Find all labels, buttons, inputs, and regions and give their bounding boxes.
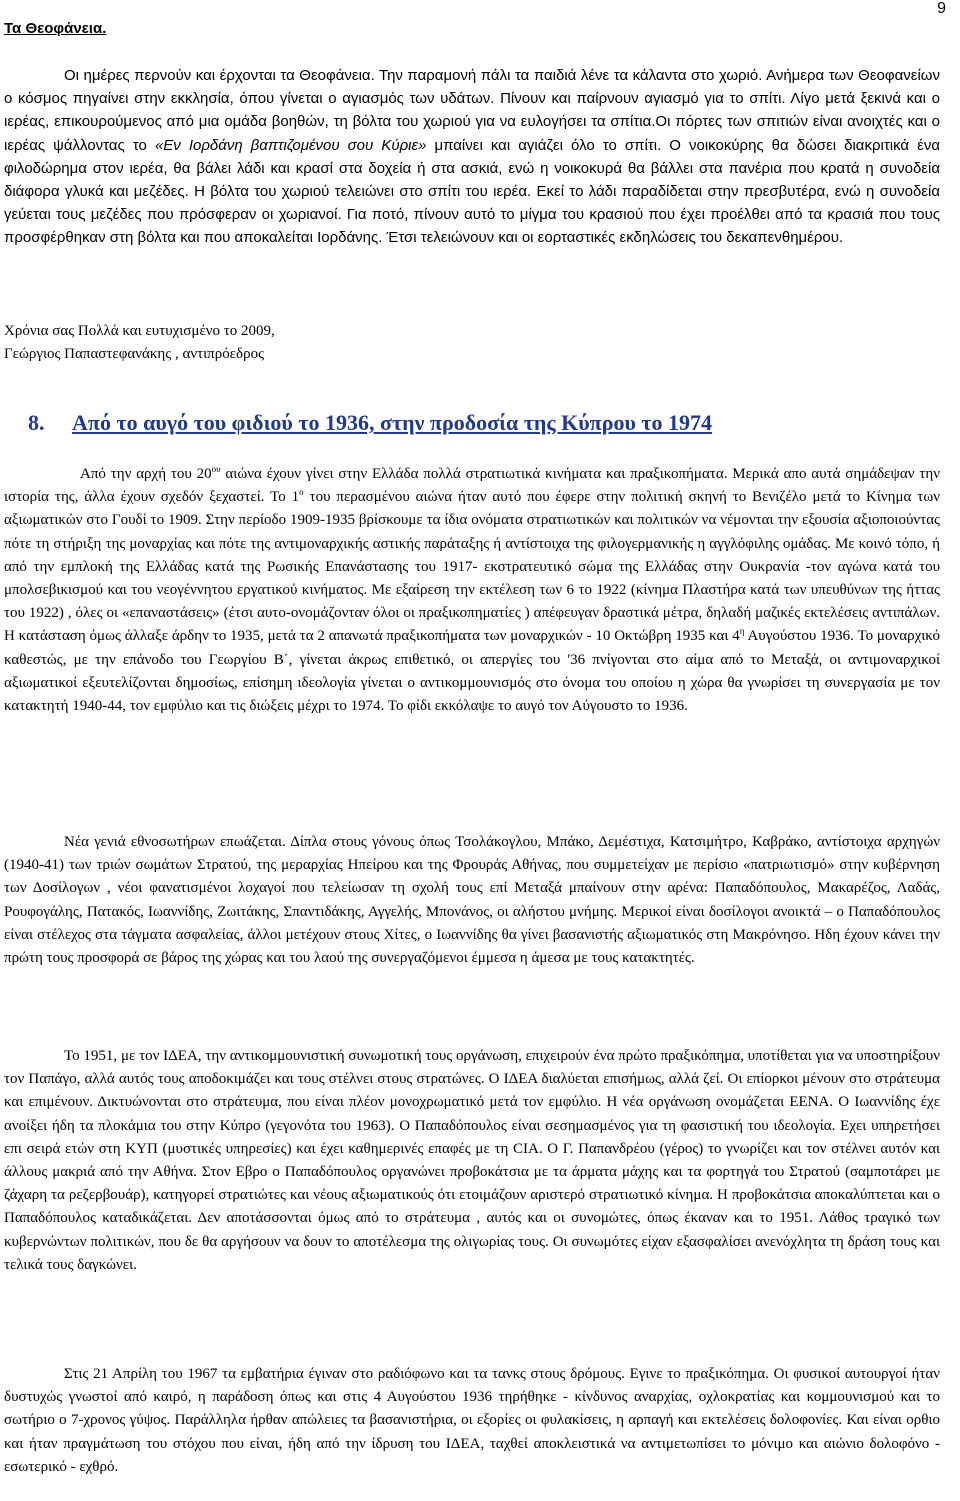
theophany-text-b: μπαίνει και αγιάζει όλο το σπίτι. Ο νοικοκύρης θα δώσει διακριτικά ένα φιλοδώρημα στον ιερέα, θα βάλει λάδι και κρασί στα δοχεία ή στα ασκιά, ενώ η νοικοκυρά θα βάλλει στα πανέρια που κρατά η συνοδεία διάφορα γλυκά και μεζέδες. Η βόλτα του χωριού τελειώνει στο σπίτι του ιερέα. Εκεί το λάδι παραδίδεται στην πρεσβυτέρα, ενώ η συνοδεία γεύεται τους μεζέδες που πρόσφεραν οι χωριανοί. Για ποτό, πίνουν αυτό το μίγμα του κρασιού που έχει προέλθει από τα κρασιά που τους προσφέρθηκαν στη βόλτα και που αποκαλείται Ιορδάνης. Έτσι τελειώνουν και οι εορταστικές εκδηλώσεις του δεκαπενθημέρου. bbox=[4, 136, 940, 247]
signature: Γεώργιος Παπαστεφανάκης , αντιπρόεδρος bbox=[4, 346, 265, 362]
theophany-quote: «Εν Ιορδάνη βαπτιζομένου σου Κύριε» bbox=[154, 136, 427, 154]
chapter-title bbox=[28, 410, 938, 436]
chapter-number: 8. bbox=[28, 410, 45, 435]
page-number: 9 bbox=[937, 0, 946, 17]
history-text-a: Από την αρχή του 20 bbox=[80, 466, 212, 482]
section-heading: Τα Θεοφάνεια. bbox=[4, 20, 107, 37]
paragraph-1967: Στις 21 Απρίλη του 1967 τα εμβατήρια έγιναν στο ραδιόφωνο και τα τανκς στους δρόμους. Εγινε το πραξικόπημα. Οι φυσικοί αυτουργοί ήταν δυστυχώς γνωστοί από καιρό, η παράδοση όπως και στις 4 Αυγούστου 1936 τηρήθηκε - κίνδυνος αναρχίας, οχλοκρατίας και κομμουνισμού και το σωτήριο ο 7-χρονος γύψος. Παράλληλα ήρθαν απώλειες τα βασανιστήρια, οι εξορίες οι φυλακίσεις, η αρπαγή και εκτελέσεις δολοφονίες. Και είναι ορθιο και ήταν πραγμάτωση του στόχου που είναι, ήδη από την ίδρυση του ΙΔΕΑ, ταχθεί αποκλειστικά να αντιμετωπίσει το μόνιμο και αιώνιο δολοφόνο - εσωτερικό - εχθρό. bbox=[4, 1366, 940, 1475]
history-sup-2: ο bbox=[299, 487, 304, 498]
history-sup-1: ου bbox=[211, 464, 221, 474]
theophany-text-a: Οι ημέρες περνούν και έρχονται τα Θεοφάνεια. Την παραμονή πάλι τα παιδιά λένε τα κάλαντα στο χωριό. Ανήμερα των Θεοφανείων ο κόσμος πηγαίνει στην εκκλησία, όπου γίνεται ο αγιασμός των υδάτων. Πίνουν και παίρνουν αγιασμό για το σπίτι. Λίγο μετά ξεκινά και ο ιερέας, επικουρούμενος από μια ομάδα βοηθών, τη βόλτα του χωριού για να ευλογήσει τα σπίτια.Οι πόρτες των σπιτιών είναι ανοιχτές και ο ιερέας ψάλλοντας το bbox=[4, 67, 940, 154]
paragraph-history bbox=[4, 463, 940, 718]
history-text-b: αιώνα έχουν γίνει στην Ελλάδα πολλά στρατιωτικά κινήματα και πραξικοπήματα. Μερικά απο αυτά σημάδεψαν την ιστορία της, άλλα έχουν σχεδόν ξεχαστεί. Το 1 bbox=[4, 466, 940, 506]
history-text-d: Αυγούστου 1936. Το μοναρχικό καθεστώς, με την επάνοδο του Γεωργίου Β΄, γίνεται άκρως επιθετικό, οι απεργίες του '36 πνίγονται στο αίμα από το Μεταξά, οι αντιμοναρχικοί αξιωματικοί εξευτελίζονται δημοσίως, επίσημη ιδεολογία γίνεται ο αντικομμουνισμός στο όνομα του οποίου η χώρα θα γνωρίσει τη συνεργασία με τον κατακτητή 1940-44, τον εμφύλιο και τις διώξεις μέχρι το 1974. Το φίδι εκκόλαψε το αυγό τον Αύγουστο το 1936. bbox=[4, 628, 941, 715]
history-sup-3: η bbox=[739, 626, 745, 637]
history-text-c: του περασμένου αιώνα ήταν αυτό που έφερε στην πολιτική σκηνή το Βενιζέλο μετά το Κίνημα των αξιωματικών στο Γουδί το 1909. Στην περίοδο 1909-1935 βρίσκουμε τα ίδια ονόματα στρατιωτικών και πολιτικών να νέμονται την εξουσία αξιοποιούντας πότε τη στήριξη της μοναρχίας και πότε της αντιμοναρχικής αστικής παράταξης ή αντίστοιχα της φιλογερμανικής η αγγλόφιλης ομάδας. Με κοινό τόπο, ή από την εμπλοκή της Ελλάδας κατά της Ρωσικής Επανάστασης του 1917- εκστρατευτικό σώμα της Ελλάδας στην Ουκρανία -τον αγώνα κατά του μπολσεβικισμού και του νεογέννητου εργατικού κινήματος. Με εξαίρεση την εκτέλεση των 6 το 1922 (κίνημα Πλαστήρα κατά των υπευθύνων της ήττας του 1922) , όλες οι «επαναστάσεις» (έτσι αυτο-ονομάζονταν όλοι οι πραξικοπηματίες ) απέφευγαν δραστικά μέτρα, δηλαδή μαζικές εκτελέσεις αντιπάλων. Η κατάσταση όμως άλλαξε άρδην το 1935, μετά τα 2 απανωτά πραξικοπήματα των μοναρχικών - 10 Οκτώβρη 1935 και 4 bbox=[4, 489, 940, 645]
paragraph-1951: Το 1951, με τον ΙΔΕΑ, την αντικομμουνιστική συνωμοτική τους οργάνωση, επιχειρούν ένα πρώτο πραξικόπημα, υποτίθεται για να υποστηρίξουν τον Παπάγο, αλλά αυτός τους αποδοκιμάζει και τους στέλνει στους στρατώνες. Ο ΙΔΕΑ διαλύεται επισήμως, αλλά ζεί. Οι επίορκοι μένουν στο στράτευμα και επιμένουν. Δικτυώνονται στο στράτευμα, που είναι πλέον μονοχρωματικό μετά τον εμφύλιο. Η νέα οργάνωση ονομάζεται ΕΕΝΑ. Ο Ιωαννίδης έχε ανοίξει ήδη τα πλοκάμια του στην Κύπρο (γεγονότα του 1963). Ο Παπαδόπουλος είναι σεσημασμένος για τη φασιστική του ιδεολογία. Εχει υπηρετήσει επι σειρά ετών στη ΚΥΠ (μυστικές υπηρεσίες) και έχει καθημερινές επαφές με τη CIA. Ο Γ. Παπανδρέου (γέρος) το γνωρίζει και τον στέλνει αυτόν και άλλους μακριά από την Αθήνα. Στον Εβρο ο Παπαδόπουλος οργανώνει προβοκάτσια με τα άρματα μάχης και τα φορτηγά του Στρατού (σαμποτάρει με ζάχαρη τα ρεζερβουάρ), κατηγορεί στρατιώτες και νέους αξιωματικούς ότι ετοιμάζουν αριστερό στρατιωτικό κίνημα. Η προβοκάτσια αποκαλύπτεται και ο Παπαδόπουλος καταδικάζεται. Δεν αποτάσσονται όμως από το στράτευμα , αυτός και οι συνομώτες, όπως έκαναν και το 1951. Λάθος τραγικό των κυβερνώντων πολιτικών, που δε θα αργήσουν να δουν το αποτέλεσμα της ολιγωρίας τους. Οι συνωμότες είχαν εξασφαλίσει ανενόχλητα τη δράση τους και τελικά τους δαγκώνει. bbox=[4, 1048, 940, 1273]
paragraph-new-generation: Νέα γενιά εθνοσωτήρων επωάζεται. Δίπλα στους γόνους όπως Τσολάκογλου, Μπάκο, Δεμέστιχα, Κατσιμήτρο, Καβράκο, αντίστοιχα αρχηγών (1940-41) των τριών σωμάτων Στρατού, της μεραρχίας Ηπείρου και της Φρουράς Αθήνας, που συμμετείχαν με περίσιο «πατριωτισμό» στην κυβέρνηση των Δοσίλογων , νέοι φανατισμένοι λοχαγοί που τελείωσαν τη σχολή τους επί Μεταξά μπαίνουν στην αρένα: Παπαδόπουλος, Μακαρέζος, Λαδάς, Ρουφογάλης, Πατακός, Ιωαννίδης, Ζωιτάκης, Σπαντιδάκης, Αγγελής, Μπονάνος, οι αλήστου μνήμης. Μερικοί είναι δοσίλογοι ανοικτά – ο Παπαδόπουλος είναι στέλεχος στα τάγματα ασφαλείας, άλλοι μετέχουν στους Χίτες, ο Ιωαννίδης θα γίνει βασανιστής αξιωματικός στη Μακρόνησο. Ηδη έχουν κάνει την πρώτη τους προσφορά σε βάρος της χώρας και του λαού της συνεργαζόμενοι έμμεσα η άμεσα με τους κατακτητές. bbox=[4, 834, 940, 967]
chapter-title-text: Από το αυγό του φιδιού το 1936, στην προδοσία της Κύπρου το 1974 bbox=[72, 410, 713, 435]
paragraph-theophany bbox=[4, 64, 940, 250]
greeting: Χρόνια σας Πολλά και ευτυχισμένο το 2009, bbox=[4, 323, 275, 339]
